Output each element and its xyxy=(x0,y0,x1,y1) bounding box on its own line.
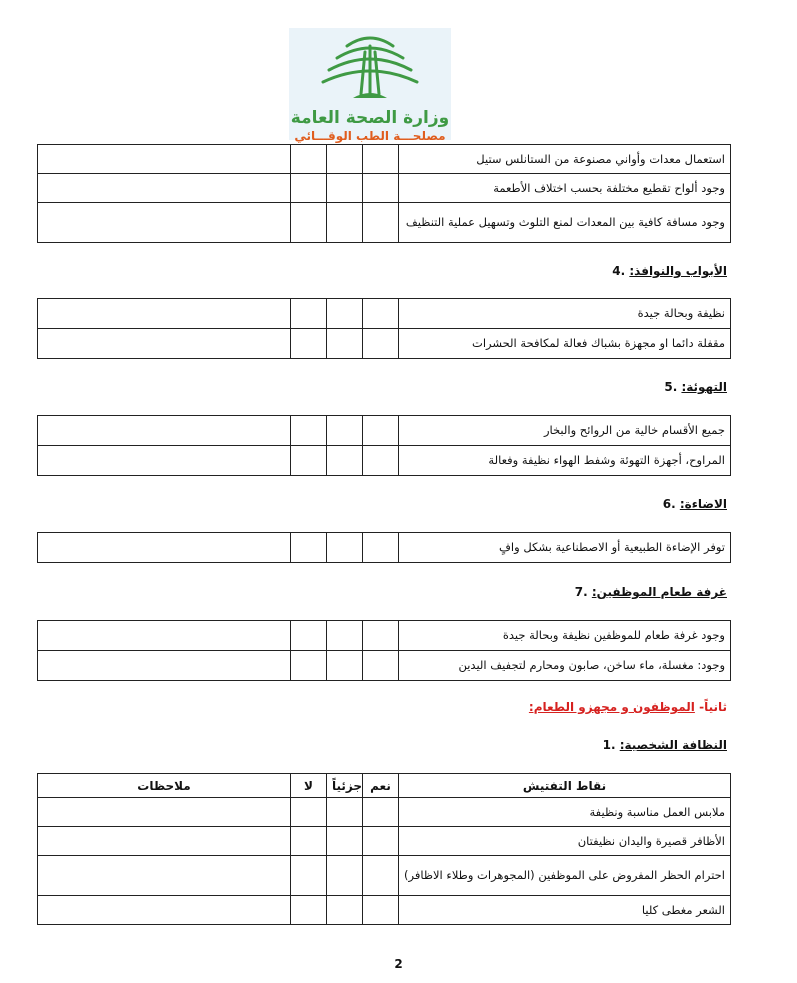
part-title: الموظفون و مجهزو الطعام: xyxy=(528,700,695,714)
no-cell[interactable] xyxy=(291,329,327,359)
doors-windows-table xyxy=(37,298,731,359)
section-heading-ventilation xyxy=(664,380,727,394)
yes-cell[interactable] xyxy=(363,145,399,174)
notes-cell[interactable] xyxy=(38,827,291,856)
no-cell[interactable] xyxy=(291,174,327,203)
equipment-table xyxy=(37,144,731,243)
notes-cell[interactable] xyxy=(38,299,291,329)
inspection-point: جميع الأقسام خالية من الروائح والبخار xyxy=(399,416,731,446)
inspection-point: المراوح، أجهزة التهوئة وشفط الهواء نظيفة وفعالة xyxy=(399,446,731,476)
personal-hygiene-table xyxy=(37,773,731,925)
yes-cell[interactable] xyxy=(363,621,399,651)
notes-cell[interactable] xyxy=(38,329,291,359)
inspection-point: نظيفة وبحالة جيدة xyxy=(399,299,731,329)
section-title: غرفة طعام الموظفين: xyxy=(591,585,727,599)
table-row xyxy=(38,145,731,174)
notes-cell[interactable] xyxy=(38,203,291,243)
notes-cell[interactable] xyxy=(38,416,291,446)
inspection-point: وجود غرفة طعام للموظفين نظيفة وبحالة جيدة xyxy=(399,621,731,651)
partial-cell[interactable] xyxy=(327,798,363,827)
header-notes: ملاحظات xyxy=(38,774,291,798)
ministry-name: وزارة الصحة العامة xyxy=(290,108,450,128)
table-header-row xyxy=(38,774,731,798)
lighting-table xyxy=(37,532,731,563)
table-row xyxy=(38,446,731,476)
yes-cell[interactable] xyxy=(363,203,399,243)
partial-cell[interactable] xyxy=(327,896,363,925)
notes-cell[interactable] xyxy=(38,446,291,476)
no-cell[interactable] xyxy=(291,145,327,174)
section-heading-lighting xyxy=(663,497,727,511)
yes-cell[interactable] xyxy=(363,329,399,359)
inspection-point: ملابس العمل مناسبة ونظيفة xyxy=(399,798,731,827)
staff-dining-table xyxy=(37,620,731,681)
notes-cell[interactable] xyxy=(38,533,291,563)
section-heading-staff-dining xyxy=(575,585,727,599)
no-cell[interactable] xyxy=(291,827,327,856)
no-cell[interactable] xyxy=(291,299,327,329)
partial-cell[interactable] xyxy=(327,827,363,856)
table-row xyxy=(38,533,731,563)
table-row xyxy=(38,896,731,925)
partial-cell[interactable] xyxy=(327,856,363,896)
inspection-point: وجود مسافة كافية بين المعدات لمنع التلوث وتسهيل عملية التنظيف xyxy=(399,203,731,243)
partial-cell[interactable] xyxy=(327,621,363,651)
inspection-point: مقفلة دائما او مجهزة بشباك فعالة لمكافحة الحشرات xyxy=(399,329,731,359)
no-cell[interactable] xyxy=(291,651,327,681)
inspection-point: احترام الحظر المفروض على الموظفين (المجوهرات وطلاء الاظافر) xyxy=(399,856,731,896)
no-cell[interactable] xyxy=(291,798,327,827)
header-no: لا xyxy=(291,774,327,798)
table-row xyxy=(38,329,731,359)
section-title: النظافة الشخصية: xyxy=(619,738,727,752)
no-cell[interactable] xyxy=(291,203,327,243)
yes-cell[interactable] xyxy=(363,827,399,856)
page-number: 2 xyxy=(394,957,403,971)
no-cell[interactable] xyxy=(291,896,327,925)
notes-cell[interactable] xyxy=(38,856,291,896)
yes-cell[interactable] xyxy=(363,533,399,563)
yes-cell[interactable] xyxy=(363,798,399,827)
no-cell[interactable] xyxy=(291,533,327,563)
header-yes: نعم xyxy=(363,774,399,798)
partial-cell[interactable] xyxy=(327,145,363,174)
no-cell[interactable] xyxy=(291,621,327,651)
section-heading-personal-hygiene xyxy=(603,738,727,752)
section-number: .6 xyxy=(662,497,676,511)
department-name: مصلحـــة الطب الوقـــائي xyxy=(294,129,446,143)
table-row xyxy=(38,827,731,856)
yes-cell[interactable] xyxy=(363,856,399,896)
part-prefix: ثانياً- xyxy=(694,700,727,714)
table-row xyxy=(38,174,731,203)
table-row xyxy=(38,299,731,329)
notes-cell[interactable] xyxy=(38,174,291,203)
inspection-point: وجود: مغسلة، ماء ساخن، صابون ومحارم لتجفيف اليدين xyxy=(399,651,731,681)
no-cell[interactable] xyxy=(291,446,327,476)
section-heading-doors-windows xyxy=(612,264,727,278)
notes-cell[interactable] xyxy=(38,896,291,925)
table-row xyxy=(38,416,731,446)
partial-cell[interactable] xyxy=(327,446,363,476)
yes-cell[interactable] xyxy=(363,651,399,681)
notes-cell[interactable] xyxy=(38,621,291,651)
ventilation-table xyxy=(37,415,731,476)
partial-cell[interactable] xyxy=(327,203,363,243)
no-cell[interactable] xyxy=(291,856,327,896)
yes-cell[interactable] xyxy=(363,416,399,446)
header-partial: جزئياً xyxy=(327,774,363,798)
table-row xyxy=(38,798,731,827)
partial-cell[interactable] xyxy=(327,533,363,563)
header-inspection-points: نقاط التفتيش xyxy=(399,774,731,798)
section-number: .5 xyxy=(664,380,678,394)
part-two-heading xyxy=(529,700,727,714)
section-number: .1 xyxy=(602,738,616,752)
section-title: الأبواب والنوافذ: xyxy=(629,264,727,278)
section-number: .7 xyxy=(574,585,588,599)
yes-cell[interactable] xyxy=(363,299,399,329)
yes-cell[interactable] xyxy=(363,174,399,203)
no-cell[interactable] xyxy=(291,416,327,446)
notes-cell[interactable] xyxy=(38,798,291,827)
section-number: .4 xyxy=(612,264,626,278)
inspection-point: الأظافر قصيرة واليدان نظيفتان xyxy=(399,827,731,856)
partial-cell[interactable] xyxy=(327,416,363,446)
partial-cell[interactable] xyxy=(327,299,363,329)
partial-cell[interactable] xyxy=(327,651,363,681)
yes-cell[interactable] xyxy=(363,446,399,476)
inspection-point: توفر الإضاءة الطبيعية أو الاصطناعية بشكل وافٍ xyxy=(399,533,731,563)
section-title: الاضاءة: xyxy=(679,497,727,511)
inspection-point: الشعر مغطى كليا xyxy=(399,896,731,925)
section-title: التهوئة: xyxy=(681,380,727,394)
inspection-point: استعمال معدات وأواني مصنوعة من الستانلس ستيل xyxy=(399,145,731,174)
notes-cell[interactable] xyxy=(38,145,291,174)
cedar-tree-icon xyxy=(289,28,451,108)
table-row xyxy=(38,621,731,651)
yes-cell[interactable] xyxy=(363,896,399,925)
ministry-logo xyxy=(289,28,451,143)
table-row xyxy=(38,203,731,243)
table-row xyxy=(38,651,731,681)
table-row xyxy=(38,856,731,896)
partial-cell[interactable] xyxy=(327,174,363,203)
inspection-point: وجود ألواح تقطيع مختلفة بحسب اختلاف الأطعمة xyxy=(399,174,731,203)
notes-cell[interactable] xyxy=(38,651,291,681)
partial-cell[interactable] xyxy=(327,329,363,359)
